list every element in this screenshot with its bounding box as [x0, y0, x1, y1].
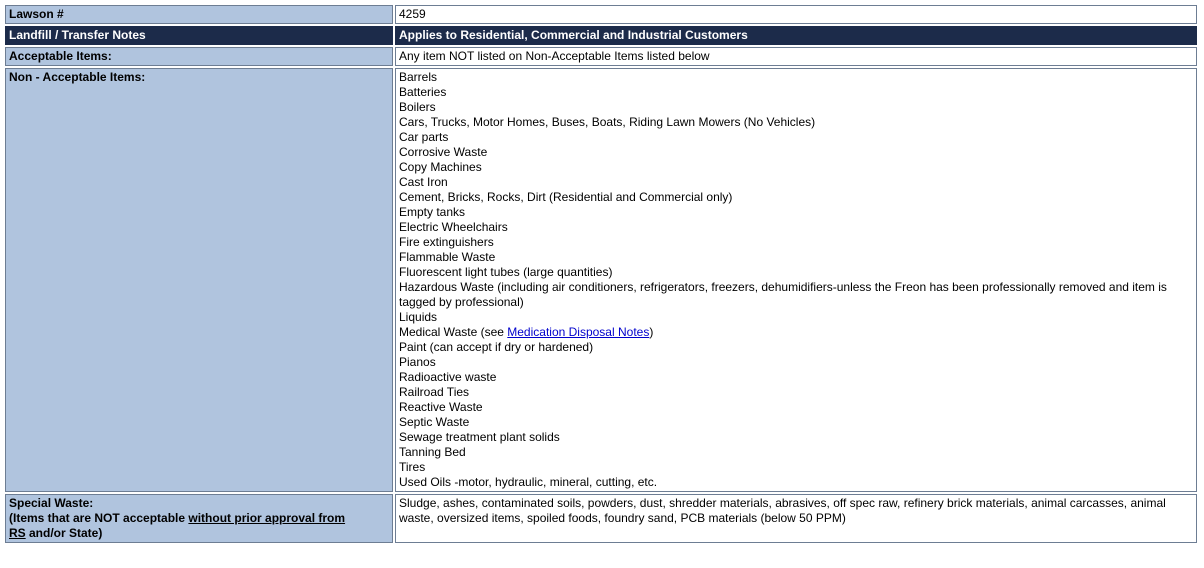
acceptable-items-value: Any item NOT listed on Non-Acceptable Items listed below [395, 47, 1197, 66]
list-item: Paint (can accept if dry or hardened) [399, 340, 594, 354]
medical-waste-prefix: Medical Waste (see [399, 325, 508, 339]
special-waste-value: Sludge, ashes, contaminated soils, powders, dust, shredder materials, abrasives, off spec raw, refinery brick materials, animal carcasses, animal waste, oversized items, spoiled foods, foundry sand, PCB materials (below 50 PPM) [395, 494, 1197, 543]
non-acceptable-items-list [395, 68, 1197, 492]
lawson-row [5, 5, 1197, 24]
list-item: Fluorescent light tubes (large quantities) [399, 265, 613, 279]
list-item: Liquids [399, 310, 438, 324]
acceptable-items-row [5, 47, 1197, 66]
special-waste-approval-text: without prior approval from [188, 511, 346, 525]
list-item: Car parts [399, 130, 449, 144]
list-item: Barrels [399, 70, 438, 84]
list-item: Septic Waste [399, 415, 470, 429]
landfill-notes-value: Applies to Residential, Commercial and Industrial Customers [395, 26, 1197, 45]
lawson-label: Lawson # [5, 5, 393, 24]
list-item: Sewage treatment plant solids [399, 430, 560, 444]
non-acceptable-items-label: Non - Acceptable Items: [5, 68, 393, 492]
list-item: Copy Machines [399, 160, 482, 174]
non-acceptable-items-row [5, 68, 1197, 492]
list-item: Electric Wheelchairs [399, 220, 508, 234]
list-item: Empty tanks [399, 205, 466, 219]
non-acceptable-items-after [399, 340, 1193, 490]
list-item: Fire extinguishers [399, 235, 494, 249]
list-item: Tanning Bed [399, 445, 466, 459]
list-item: Cement, Bricks, Rocks, Dirt (Residential and Commercial only) [399, 190, 733, 204]
special-waste-suffix: and/or State) [25, 526, 103, 540]
landfill-notes-label: Landfill / Transfer Notes [5, 26, 393, 45]
list-item: Reactive Waste [399, 400, 483, 414]
medication-disposal-notes-link[interactable]: Medication Disposal Notes [507, 325, 650, 339]
list-item-medical-waste [399, 325, 1193, 340]
special-waste-prefix: (Items that are NOT acceptable [9, 511, 189, 525]
special-waste-title: Special Waste: [9, 496, 94, 510]
list-item: Cars, Trucks, Motor Homes, Buses, Boats, Riding Lawn Mowers (No Vehicles) [399, 115, 816, 129]
list-item: Flammable Waste [399, 250, 496, 264]
landfill-notes-row [5, 26, 1197, 45]
list-item: Corrosive Waste [399, 145, 488, 159]
special-waste-rs: RS [9, 526, 26, 540]
list-item: Hazardous Waste (including air conditioners, refrigerators, freezers, dehumidifiers-unless the Freon has been professionally removed and item is tagged by professional) [399, 280, 1167, 309]
waste-info-table [3, 3, 1199, 545]
list-item: Radioactive waste [399, 370, 497, 384]
list-item: Cast Iron [399, 175, 448, 189]
acceptable-items-label: Acceptable Items: [5, 47, 393, 66]
list-item: Railroad Ties [399, 385, 470, 399]
list-item: Used Oils -motor, hydraulic, mineral, cutting, etc. [399, 475, 658, 489]
list-item: Batteries [399, 85, 447, 99]
list-item: Boilers [399, 100, 436, 114]
lawson-value: 4259 [395, 5, 1197, 24]
special-waste-label [5, 494, 393, 543]
medical-waste-suffix: ) [649, 325, 654, 339]
list-item: Pianos [399, 355, 436, 369]
non-acceptable-items-before [399, 70, 1193, 325]
special-waste-row [5, 494, 1197, 543]
list-item: Tires [399, 460, 426, 474]
